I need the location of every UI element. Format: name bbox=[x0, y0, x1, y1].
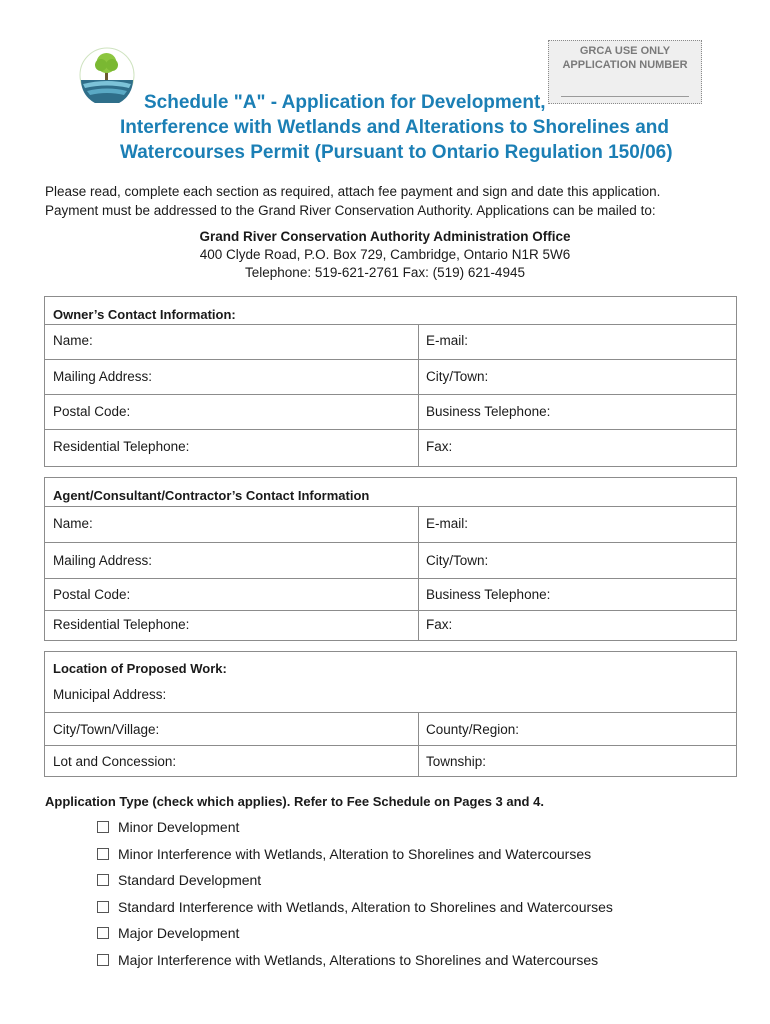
owner-business-telephone-field[interactable]: Business Telephone: bbox=[426, 404, 551, 419]
grca-logo bbox=[79, 47, 135, 103]
page-title-line-3: Watercourses Permit (Pursuant to Ontario Regulation 150/06) bbox=[120, 142, 673, 163]
intro-text-line-1: Please read, complete each section as required, attach fee payment and sign and date this application. bbox=[45, 184, 661, 199]
location-row-city bbox=[45, 712, 736, 746]
option-label: Minor Interference with Wetlands, Alteration to Shorelines and Watercourses bbox=[118, 846, 592, 862]
application-type-heading: Application Type (check which applies). Refer to Fee Schedule on Pages 3 and 4. bbox=[45, 794, 544, 809]
option-label: Minor Development bbox=[118, 819, 240, 835]
owner-residential-telephone-field[interactable]: Residential Telephone: bbox=[53, 439, 190, 454]
agent-postal-code-field[interactable]: Postal Code: bbox=[53, 587, 131, 602]
agent-mailing-address-field[interactable]: Mailing Address: bbox=[53, 553, 153, 568]
agent-fax-field[interactable]: Fax: bbox=[426, 617, 453, 632]
location-section-heading: Location of Proposed Work: bbox=[53, 661, 227, 676]
application-number-field[interactable] bbox=[561, 96, 689, 97]
office-name: Grand River Conservation Authority Administration Office bbox=[199, 229, 571, 244]
grca-use-only-label: GRCA USE ONLY bbox=[579, 45, 671, 57]
checkbox[interactable] bbox=[97, 901, 109, 913]
checkbox[interactable] bbox=[97, 821, 109, 833]
intro-text-line-2: Payment must be addressed to the Grand River Conservation Authority. Applications can be mailed to: bbox=[45, 203, 656, 218]
owner-name-field[interactable]: Name: bbox=[53, 333, 93, 348]
agent-residential-telephone-field[interactable]: Residential Telephone: bbox=[53, 617, 190, 632]
checkbox[interactable] bbox=[97, 954, 109, 966]
agent-row-residential bbox=[45, 610, 736, 641]
office-telephone: Telephone: 519-621-2761 Fax: (519) 621-4945 bbox=[245, 265, 525, 280]
county-region-field[interactable]: County/Region: bbox=[426, 722, 520, 737]
owner-mailing-address-field[interactable]: Mailing Address: bbox=[53, 369, 153, 384]
owner-contact-section bbox=[44, 296, 737, 467]
owner-row-address bbox=[45, 359, 736, 395]
option-label: Major Interference with Wetlands, Alterations to Shorelines and Watercourses bbox=[118, 952, 599, 968]
owner-row-name bbox=[45, 324, 736, 360]
agent-row-postal bbox=[45, 578, 736, 611]
option-label: Standard Interference with Wetlands, Alteration to Shorelines and Watercourses bbox=[118, 899, 613, 915]
application-number-label: APPLICATION NUMBER bbox=[562, 59, 688, 71]
location-section bbox=[44, 651, 737, 777]
agent-section-heading: Agent/Consultant/Contractor’s Contact Information bbox=[53, 488, 370, 503]
agent-city-field[interactable]: City/Town: bbox=[426, 553, 489, 568]
agent-row-address bbox=[45, 542, 736, 579]
agent-row-name bbox=[45, 506, 736, 543]
page-title-line-1: Schedule "A" - Application for Development, bbox=[144, 92, 546, 113]
checkbox[interactable] bbox=[97, 927, 109, 939]
grca-use-only-box bbox=[548, 40, 702, 104]
office-address: 400 Clyde Road, P.O. Box 729, Cambridge, Ontario N1R 5W6 bbox=[199, 247, 571, 262]
city-town-village-field[interactable]: City/Town/Village: bbox=[53, 722, 160, 737]
lot-concession-field[interactable]: Lot and Concession: bbox=[53, 754, 177, 769]
owner-section-heading: Owner’s Contact Information: bbox=[53, 307, 236, 322]
owner-row-postal bbox=[45, 394, 736, 430]
agent-business-telephone-field[interactable]: Business Telephone: bbox=[426, 587, 551, 602]
option-label: Standard Development bbox=[118, 872, 262, 888]
agent-contact-section bbox=[44, 477, 737, 641]
option-label: Major Development bbox=[118, 925, 240, 941]
page-title-line-2: Interference with Wetlands and Alterations to Shorelines and bbox=[120, 117, 669, 138]
owner-fax-field[interactable]: Fax: bbox=[426, 439, 453, 454]
checkbox[interactable] bbox=[97, 848, 109, 860]
municipal-address-field[interactable]: Municipal Address: bbox=[53, 687, 167, 702]
owner-row-residential bbox=[45, 429, 736, 467]
agent-name-field[interactable]: Name: bbox=[53, 516, 93, 531]
township-field[interactable]: Township: bbox=[426, 754, 487, 769]
owner-postal-code-field[interactable]: Postal Code: bbox=[53, 404, 131, 419]
owner-email-field[interactable]: E-mail: bbox=[426, 333, 469, 348]
checkbox[interactable] bbox=[97, 874, 109, 886]
location-row-lot bbox=[45, 745, 736, 777]
agent-email-field[interactable]: E-mail: bbox=[426, 516, 469, 531]
owner-city-field[interactable]: City/Town: bbox=[426, 369, 489, 384]
